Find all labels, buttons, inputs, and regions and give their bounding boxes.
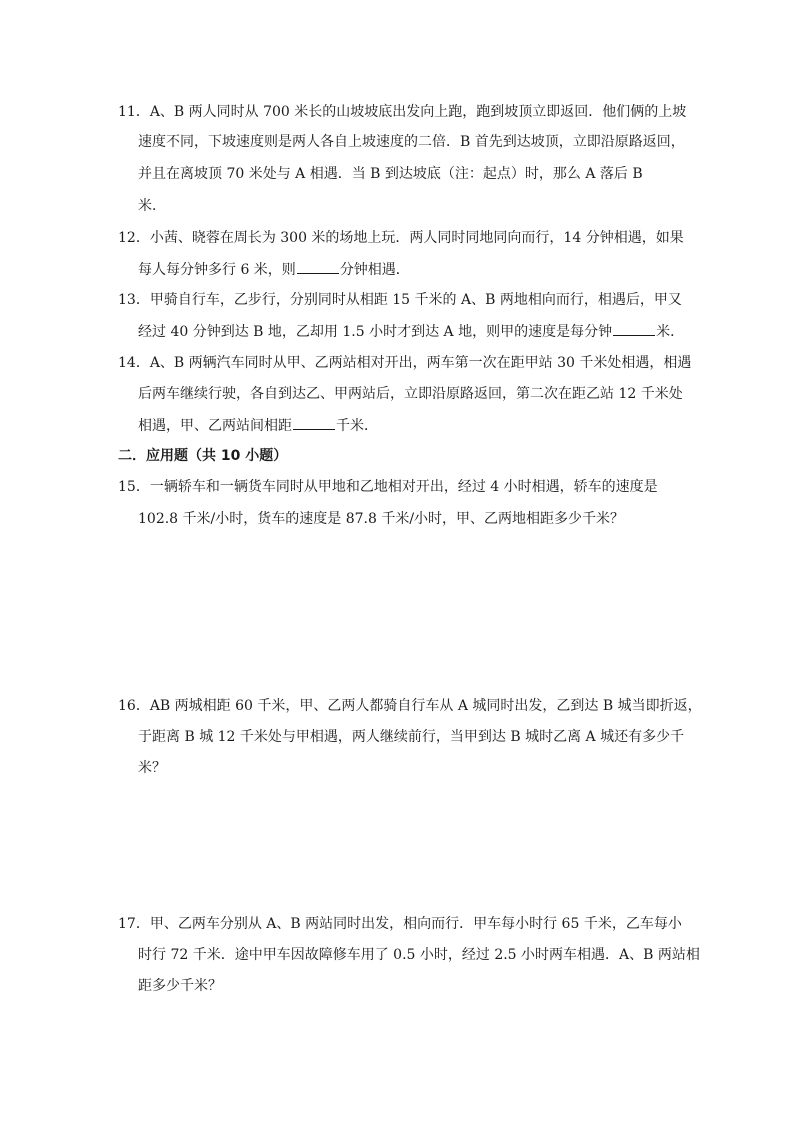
question-17-line-1: 17．甲、乙两车分别从 A、B 两站同时出发，相向而行．甲车每小时行 65 千米，乙车每小 — [118, 916, 682, 932]
question-12-line-1: 12．小茜、晓蓉在周长为 300 米的场地上玩．两人同时同地同向而行，14 分钟相遇，如果 — [118, 230, 684, 246]
section-heading: 二．应用题（共 10 小题） — [118, 448, 288, 464]
question-15-line-1: 15．一辆轿车和一辆货车同时从甲地和乙地相对开出，经过 4 小时相遇，轿车的速度是 — [118, 479, 658, 495]
question-14-line-1: 14．A、B 两辆汽车同时从甲、乙两站相对开出，两车第一次在距甲站 30 千米处相遇，相遇 — [118, 355, 692, 371]
question-17-line-3: 距多少千米？ — [138, 978, 222, 994]
answer-blank[interactable] — [293, 415, 335, 430]
question-12-line-2 — [138, 259, 410, 280]
question-12-text-after-blank: 分钟相遇． — [339, 262, 410, 278]
question-14-text-after-blank: 千米． — [336, 418, 378, 434]
question-11-line-1: 11．A、B 两人同时从 700 米长的山坡坡底出发向上跑，跑到坡顶立即返回．他们俩的上坡 — [118, 104, 687, 120]
answer-blank[interactable] — [613, 321, 655, 336]
question-11-line-4: 米． — [138, 198, 166, 214]
question-15-line-2: 102.8 千米/小时，货车的速度是 87.8 千米/小时，甲、乙两地相距多少千米？ — [138, 511, 625, 527]
question-14-line-3 — [138, 415, 378, 436]
question-17-line-2: 时行 72 千米．途中甲车因故障修车用了 0.5 小时，经过 2.5 小时两车相遇．A、B 两站相 — [138, 947, 700, 963]
question-11-line-2: 速度不同，下坡速度则是两人各自上坡速度的二倍．B 首先到达坡顶，立即沿原路返回， — [138, 134, 685, 150]
answer-blank[interactable] — [297, 259, 339, 274]
question-14-line-2: 后两车继续行驶，各自到达乙、甲两站后，立即沿原路返回，第二次在距乙站 12 千米处 — [138, 386, 683, 402]
question-13-line-1: 13．甲骑自行车，乙步行，分别同时从相距 15 千米的 A、B 两地相向而行，相遇后，甲又 — [118, 292, 682, 308]
question-16-line-3: 米？ — [138, 760, 166, 776]
question-16-line-2: 于距离 B 城 12 千米处与甲相遇，两人继续前行，当甲到达 B 城时乙离 A 城还有多少千 — [138, 729, 685, 745]
question-11-line-3: 并且在离坡顶 70 米处与 A 相遇．当 B 到达坡底（注：起点）时，那么 A 落后 B — [138, 166, 643, 182]
question-13-text-before-blank: 经过 40 分钟到达 B 地，乙却用 1.5 小时才到达 A 地，则甲的速度是每分钟 — [138, 324, 613, 340]
question-16-line-1: 16．AB 两城相距 60 千米，甲、乙两人都骑自行车从 A 城同时出发，乙到达 B 城当即折返， — [118, 698, 702, 714]
question-13-line-2 — [138, 321, 684, 342]
question-12-text-before-blank: 每人每分钟多行 6 米，则 — [138, 262, 296, 278]
question-13-text-after-blank: 米． — [656, 324, 685, 340]
question-14-text-before-blank: 相遇，甲、乙两站间相距 — [138, 418, 292, 434]
